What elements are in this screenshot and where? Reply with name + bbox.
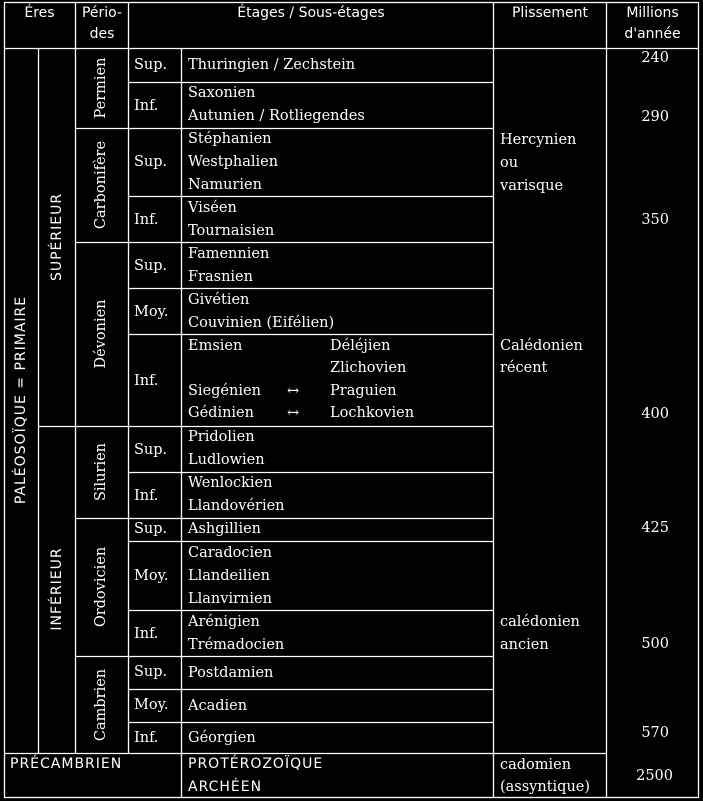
precambrien-proterozoique: PROTÉROZOÏQUE [188,756,324,772]
stage-emsien: Emsien [188,338,243,354]
subdivision-label: Sup. [134,664,168,680]
age-2500: 2500 [636,768,673,784]
precambrien-archeen: ARCHÉEN [188,779,263,795]
stage-wenlockien: Wenlockien [188,475,273,491]
stage-dejien: Déléjien [330,338,391,354]
period-cambrien: Cambrien [92,668,109,742]
plissement-hercynien-ou: ou [500,155,519,171]
age-500: 500 [641,636,669,652]
stage-zlichovien: Zlichovien [330,360,407,376]
plissement-hercynien: Hercynien [500,132,577,148]
stage-llanvirnien: Llanvirnien [188,591,272,607]
header-periodes: Pério- [81,5,123,21]
period-carbonifere: Carbonifère [92,140,109,230]
subdivision-label: Sup. [134,57,168,73]
stage-frasnien: Frasnien [188,269,253,285]
subdivision-label: Inf. [134,373,159,389]
stage-westphalien: Westphalien [188,154,279,170]
age-400: 400 [641,406,669,422]
header-millions-2: d'année [624,26,681,42]
subdivision-label: Inf. [134,98,159,114]
stage-givetien: Givétien [188,292,250,308]
subdivision-label: Inf. [134,730,159,746]
stage-georgien: Géorgien [188,730,256,746]
stage-viseen: Viséen [188,200,237,216]
subdivision-label: Sup. [134,521,168,537]
stage-tournaisien: Tournaisien [188,223,275,239]
period-devonien: Dévonien [92,299,109,369]
ere-label: PALÉOSOÏQUE = PRIMAIRE [13,295,29,505]
header-periodes-2: des [89,26,115,42]
header-etages: Étages / Sous-étages [237,5,385,21]
stage-siegenien: Siegénien [188,383,261,399]
header-plissement: Plissement [511,5,589,21]
age-425: 425 [641,520,669,536]
plissement-caledonien-recent: Calédonien [500,338,583,354]
subdivision-label: Inf. [134,212,159,228]
precambrien-label: PRÉCAMBRIEN [10,756,123,772]
equivalence-arrow: ↔ [287,383,300,399]
stage-arenigien: Arénigien [188,614,260,630]
stage-praguien: Praguien [330,383,397,399]
plissement-cadomien-2: (assyntique) [500,779,591,795]
subdivision-label: Moy. [134,568,169,584]
age-570: 570 [641,725,669,741]
sub-ere-inferieur: INFÉRIEUR [49,547,65,631]
stage-ludlowien: Ludlowien [188,452,265,468]
stage-gedinien: Gédinien [188,405,254,421]
stage-ashgillien: Ashgillien [188,521,262,537]
stage-thuringien: Thuringien / Zechstein [188,57,356,73]
stage-lochkovien: Lochkovien [330,405,415,421]
stage-couvinien: Couvinien (Eifélien) [188,315,335,331]
plissement-caledonien-recent-2: récent [500,360,548,376]
age-240: 240 [641,50,669,66]
equivalence-arrow: ↔ [287,405,300,421]
plissement-cadomien: cadomien [500,757,572,773]
stage-llandeilien: Llandeilien [188,568,270,584]
period-silurien: Silurien [92,442,109,502]
sub-ere-superieur: SUPÉRIEUR [49,192,65,282]
stage-autunien: Autunien / Rotliegendes [188,108,365,124]
header-millions: Millions [626,5,679,21]
stage-saxonien: Saxonien [188,85,256,101]
subdivision-label: Sup. [134,442,168,458]
stage-llandoverien: Llandovérien [188,498,285,514]
stage-postdamien: Postdamien [188,665,274,681]
stage-caradocien: Caradocien [188,545,273,561]
period-permien: Permien [92,57,109,119]
plissement-caledonien-ancien-2: ancien [500,637,549,653]
plissement-caledonien-ancien: calédonien [500,614,580,630]
stage-acadien: Acadien [188,698,248,714]
subdivision-label: Inf. [134,626,159,642]
period-ordovicien: Ordovicien [92,546,109,628]
subdivision-label: Moy. [134,697,169,713]
subdivision-label: Sup. [134,154,168,170]
age-290: 290 [641,109,669,125]
stage-namurien: Namurien [188,177,262,193]
plissement-varisque: varisque [500,178,564,194]
header-eres: Éres [24,5,55,21]
subdivision-label: Moy. [134,304,169,320]
stage-tremadocien: Trémadocien [188,637,285,653]
stage-pridolien: Pridolien [188,429,255,445]
subdivision-label: Inf. [134,488,159,504]
age-350: 350 [641,212,669,228]
stage-stephanien: Stéphanien [188,131,272,147]
subdivision-label: Sup. [134,258,168,274]
stage-famennien: Famennien [188,246,270,262]
